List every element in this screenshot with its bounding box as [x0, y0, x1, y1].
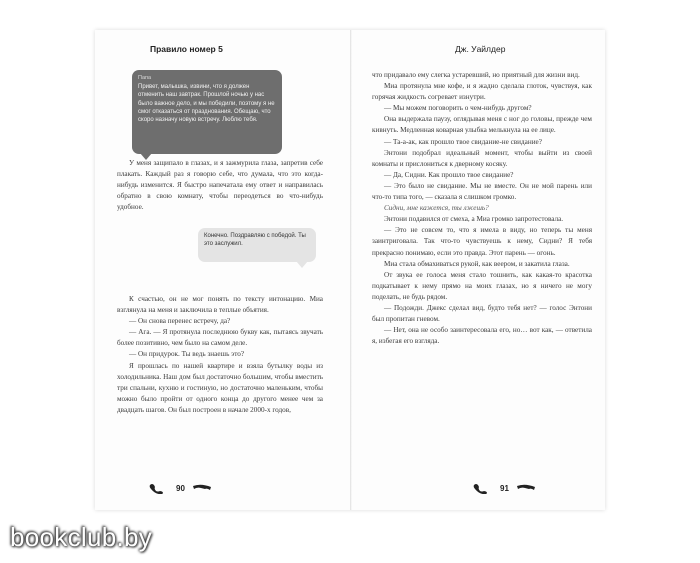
phone-handset-icon	[515, 482, 537, 494]
paragraph: Энтони подобрал идеальный момент, чтобы выйти из своей комнаты и прислониться к дверному косяку.	[372, 148, 592, 168]
left-text-block-1	[117, 158, 323, 213]
book-spine	[350, 30, 352, 510]
paragraph: — Подожди. Джекс сделал вид, будто тебя нет? — голос Энтони был пропитан гневом.	[372, 303, 592, 324]
right-text-block	[372, 70, 592, 347]
paragraph: Энтони подавился от смеха, а Миа громко запротестовала.	[384, 215, 564, 224]
paragraph: — Да, Сидни. Как прошло твое свидание?	[384, 170, 514, 179]
phone-handset-icon	[472, 482, 494, 494]
paragraph: Я прошлась по нашей квартире и взяла бутылку воды из холодильника. Наш дом был достаточно большим, чтобы вместить три спальни, кухню и гостиную, но достаточно маленьким, чтобы можно было пройти от одного конца до другого менее чем за двадцать шагов. Он был построен в начале 2000-х годов,	[117, 361, 323, 414]
paragraph: Миа протянула мне кофе, и я жадно сделала глоток, чувствуя, как горячая жидкость согревает изнутри.	[372, 82, 592, 102]
paragraph: — Мы можем поговорить о чем-нибудь другом?	[384, 104, 532, 113]
paragraph: Она выдержала паузу, оглядывая меня с ног до головы, прежде чем кивнуть. Медленная коварная улыбка мелькнула на ее лице.	[372, 115, 592, 135]
left-running-head: Правило номер 5	[150, 44, 223, 54]
incoming-message-bubble	[132, 70, 282, 154]
paragraph: — Это было не свидание. Мы не вместе. Он не мой парень или что-то типа того, — сказала я слишком громко.	[372, 181, 592, 202]
right-page-footer	[472, 482, 537, 494]
paragraph: — Это не совсем то, что я имела в виду, но теперь ты меня заинтриговала. Так что-то чувствуешь к нему, Сидни? Я тебя прекрасно понимаю, если это правда. Этот парень — огонь.	[372, 226, 592, 257]
right-running-head: Дж. Уайлдер	[455, 44, 506, 54]
paragraph: У меня защипало в глазах, и я зажмурила глаза, запретив себе плакать. Каждый раз я говорю себе, что думала, что это когда-нибудь изменится. Я быстро напечатала ему ответ и направилась обратно в свою комнату, чтобы переодеться во что-нибудь удобное.	[117, 159, 323, 212]
paragraph: От звука ее голоса меня стало тошнить, как какая-то красотка подкатывает к нему прямо на моих глазах, но я ничего не могу поделать, не будь рядом.	[372, 270, 592, 301]
paragraph: — Ага. — Я протянула последнюю букву как, пытаясь звучать более позитивно, чем было на самом деле.	[117, 328, 323, 348]
left-page-number: 90	[176, 483, 185, 493]
paragraph: что придавало ему слегка устаревший, но приятный для жизни вид.	[372, 71, 580, 79]
paragraph: Миа стала обмахиваться рукой, как веером, и закатила глаза.	[384, 259, 570, 268]
left-text-block-2	[117, 294, 323, 416]
paragraph: — Он придурок. Ты ведь знаешь это?	[129, 350, 245, 359]
right-page-number: 91	[500, 483, 509, 493]
outgoing-message-text: Конечно. Поздравляю с победой. Ты это заслужил.	[204, 233, 306, 248]
paragraph: — Он снова перенес встречу, да?	[129, 317, 231, 326]
message-sender: Папа	[138, 75, 152, 81]
site-watermark: bookclub.by	[10, 522, 153, 552]
paragraph: — Нет, она не особо заинтересовала его, но… вот как, — ответила я, избегая его взгляда.	[372, 326, 592, 346]
outgoing-message-bubble	[198, 228, 316, 262]
phone-handset-icon	[148, 482, 170, 494]
phone-handset-icon	[191, 482, 213, 494]
paragraph: К счастью, он не мог понять по тексту интонацию. Миа взглянула на меня и заключила в теплые объятия.	[117, 295, 323, 315]
left-page-footer	[148, 482, 213, 494]
incoming-message-text: Привет, малышка, извини, что я должен отменить наш завтрак. Прошлой ночью у нас было важное дело, и мы победили, поэтому я не смог отказаться от празднования. Обещаю, что скоро назначу новую встречу. Люблю тебя.	[138, 84, 275, 124]
paragraph: — Та-а-ак, как прошло твое свидание-не свидание?	[384, 137, 542, 146]
paragraph-italic: Сидни, мне кажется, ты лжешь?	[384, 204, 489, 213]
